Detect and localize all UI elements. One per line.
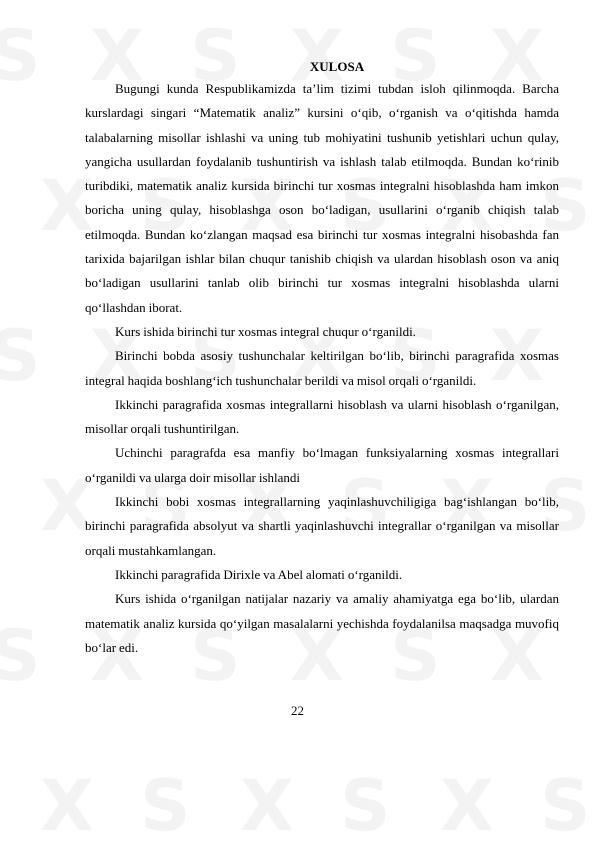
svg-text:X (440, 765, 494, 842)
document-body (85, 55, 559, 660)
page-number: 22 (291, 703, 304, 718)
svg-text:S (540, 765, 590, 842)
paragraph-conclusion: Kurs ishida o‘rganilgan natijalar nazariy va amaliy ahamiyatga ega bo‘lib, ulardan matematik analiz kursida qo‘yilgan masalalarni yechishda foydalanilsa maqsadga muvofiq bo‘lar edi. (85, 591, 559, 655)
svg-text:X (240, 765, 294, 842)
svg-text:S (0, 615, 40, 697)
svg-text:S (0, 315, 40, 397)
paragraph-chapter-two: Ikkinchi bobi xosmas integrallarning yaqinlashuvchiligiga bag‘ishlangan bo‘lib, birinchi paragrafida absolyut va shartli yaqinlashuvchi integrallar o‘rganilgan va misollar orqali mustahkamlangan. (85, 494, 559, 558)
paragraph-section-three: Uchinchi paragrafda esa manfiy bo‘lmagan funksiyalarning xosmas integrallari o‘rganildi va ularga doir misollar ishlandi (85, 445, 559, 485)
svg-text:S (340, 765, 390, 842)
svg-text:S (140, 765, 190, 842)
paragraph-intro: Bugungi kunda Respublikamizda ta’lim tizimi tubdan isloh qilinmoqda. Barcha kurslardagi singari “Matematik analiz” kursini o‘qib, o‘rganish va o‘qitishda hamda talabalarning misollar ishlashi va uning tub mohiyatini tushunib yetishlari uchun qulay, yangicha usullardan foydalanib tushuntirish va ishlash talab etilmoqda. Bundan ko‘rinib turibdiki, matematik analiz kursida birinchi tur xosmas integralni hisoblashda ham imkon boricha uning qulay, hisoblashga oson bo‘ladigan, usullarini o‘rganib chiqish talab etilmoqda. Bundan ko‘zlangan maqsad esa birinchi tur xosmas integralni hisobashda fan tarixida bajarilgan ishlar bilan chuqur tanishib chiqish va ulardan hisoblash oson va aniq bo‘ladigan usullarini tanlab olib birinchi tur xosmas integralni hisoblashda ularni qo‘llashdan iborat. (85, 81, 559, 315)
paragraph-dirichlet-abel: Ikkinchi paragrafida Dirixle va Abel alomati o‘rganildi. (115, 566, 403, 582)
svg-text:S (0, 15, 40, 97)
paragraph-chapter-one: Birinchi bobda asosiy tushunchalar keltirilgan bo‘lib, birinchi paragrafida xosmas integral haqida boshlang‘ich tushunchalar berildi va misol orqali o‘rganildi. (85, 348, 559, 388)
document-title: XULOSA (309, 59, 365, 74)
svg-text:X (40, 765, 94, 842)
paragraph-course-summary: Kurs ishida birinchi tur xosmas integral chuqur o‘rganildi. (115, 323, 416, 339)
paragraph-section-two: Ikkinchi paragrafida xosmas integrallarni hisoblash va ularni hisoblash o‘rganilgan, misollar orqali tushuntirilgan. (85, 396, 559, 437)
